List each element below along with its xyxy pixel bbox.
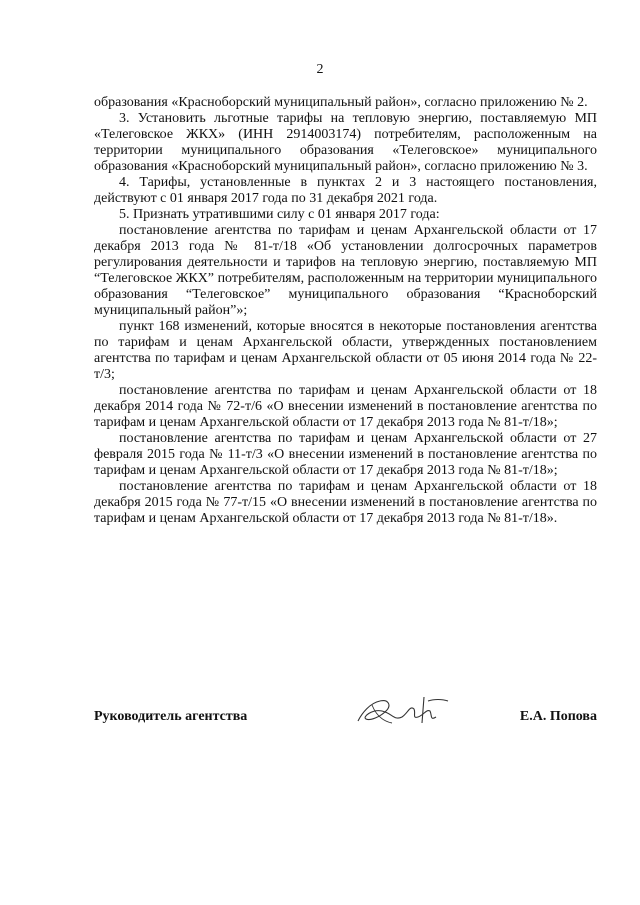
signature-block bbox=[94, 697, 597, 737]
paragraph-continuation: образования «Красноборский муниципальный район», согласно приложению № 2. bbox=[94, 95, 588, 110]
handwritten-signature bbox=[352, 691, 452, 731]
paragraph-item-4: 4. Тарифы, установленные в пунктах 2 и 3 настоящего постановления, действуют с 01 января 2017 года по 31 декабря 2021 года. bbox=[94, 175, 597, 206]
signatory-name: Е.А. Попова bbox=[519, 709, 597, 724]
repealed-act-1: постановление агентства по тарифам и ценам Архангельской области от 17 декабря 2013 года № 81-т/18 «Об установлении долгосрочных параметров регулирования деятельности и тарифов на тепловую энергию, поставляемую МП “Телеговское ЖКХ” потребителям, расположенным на территории муниципального образования “Телеговское” муниципального образования “Красноборский муниципальный район”»; bbox=[94, 223, 597, 318]
signatory-title: Руководитель агентства bbox=[94, 709, 248, 724]
page-number: 2 bbox=[316, 62, 324, 77]
repealed-act-2: пункт 168 изменений, которые вносятся в некоторые постановления агентства по тарифам и ценам Архангельской области, утвержденных постановлением агентства по тарифам и ценам Архангельской области от 05 июня 2014 года № 22-т/3; bbox=[94, 319, 597, 382]
document-body bbox=[94, 95, 597, 527]
repealed-act-5: постановление агентства по тарифам и ценам Архангельской области от 18 декабря 2015 года № 77-т/15 «О внесении изменений в постановление агентства по тарифам и ценам Архангельской области от 17 декабря 2013 года № 81-т/18». bbox=[94, 479, 597, 526]
repealed-act-4: постановление агентства по тарифам и ценам Архангельской области от 27 февраля 2015 года № 11-т/3 «О внесении изменений в постановление агентства по тарифам и ценам Архангельской области от 17 декабря 2013 года № 81-т/18»; bbox=[94, 431, 597, 478]
paragraph-item-3: 3. Установить льготные тарифы на тепловую энергию, поставляемую МП «Телеговское ЖКХ» (ИНН 2914003174) потребителям, расположенным на территории муниципального образования «Телеговское» муниципального образования «Красноборский муниципальный район», согласно приложению № 3. bbox=[94, 111, 597, 174]
paragraph-item-5: 5. Признать утратившими силу с 01 января 2017 года: bbox=[119, 207, 440, 222]
repealed-act-3: постановление агентства по тарифам и ценам Архангельской области от 18 декабря 2014 года № 72-т/6 «О внесении изменений в постановление агентства по тарифам и ценам Архангельской области от 17 декабря 2013 года № 81-т/18»; bbox=[94, 383, 597, 430]
